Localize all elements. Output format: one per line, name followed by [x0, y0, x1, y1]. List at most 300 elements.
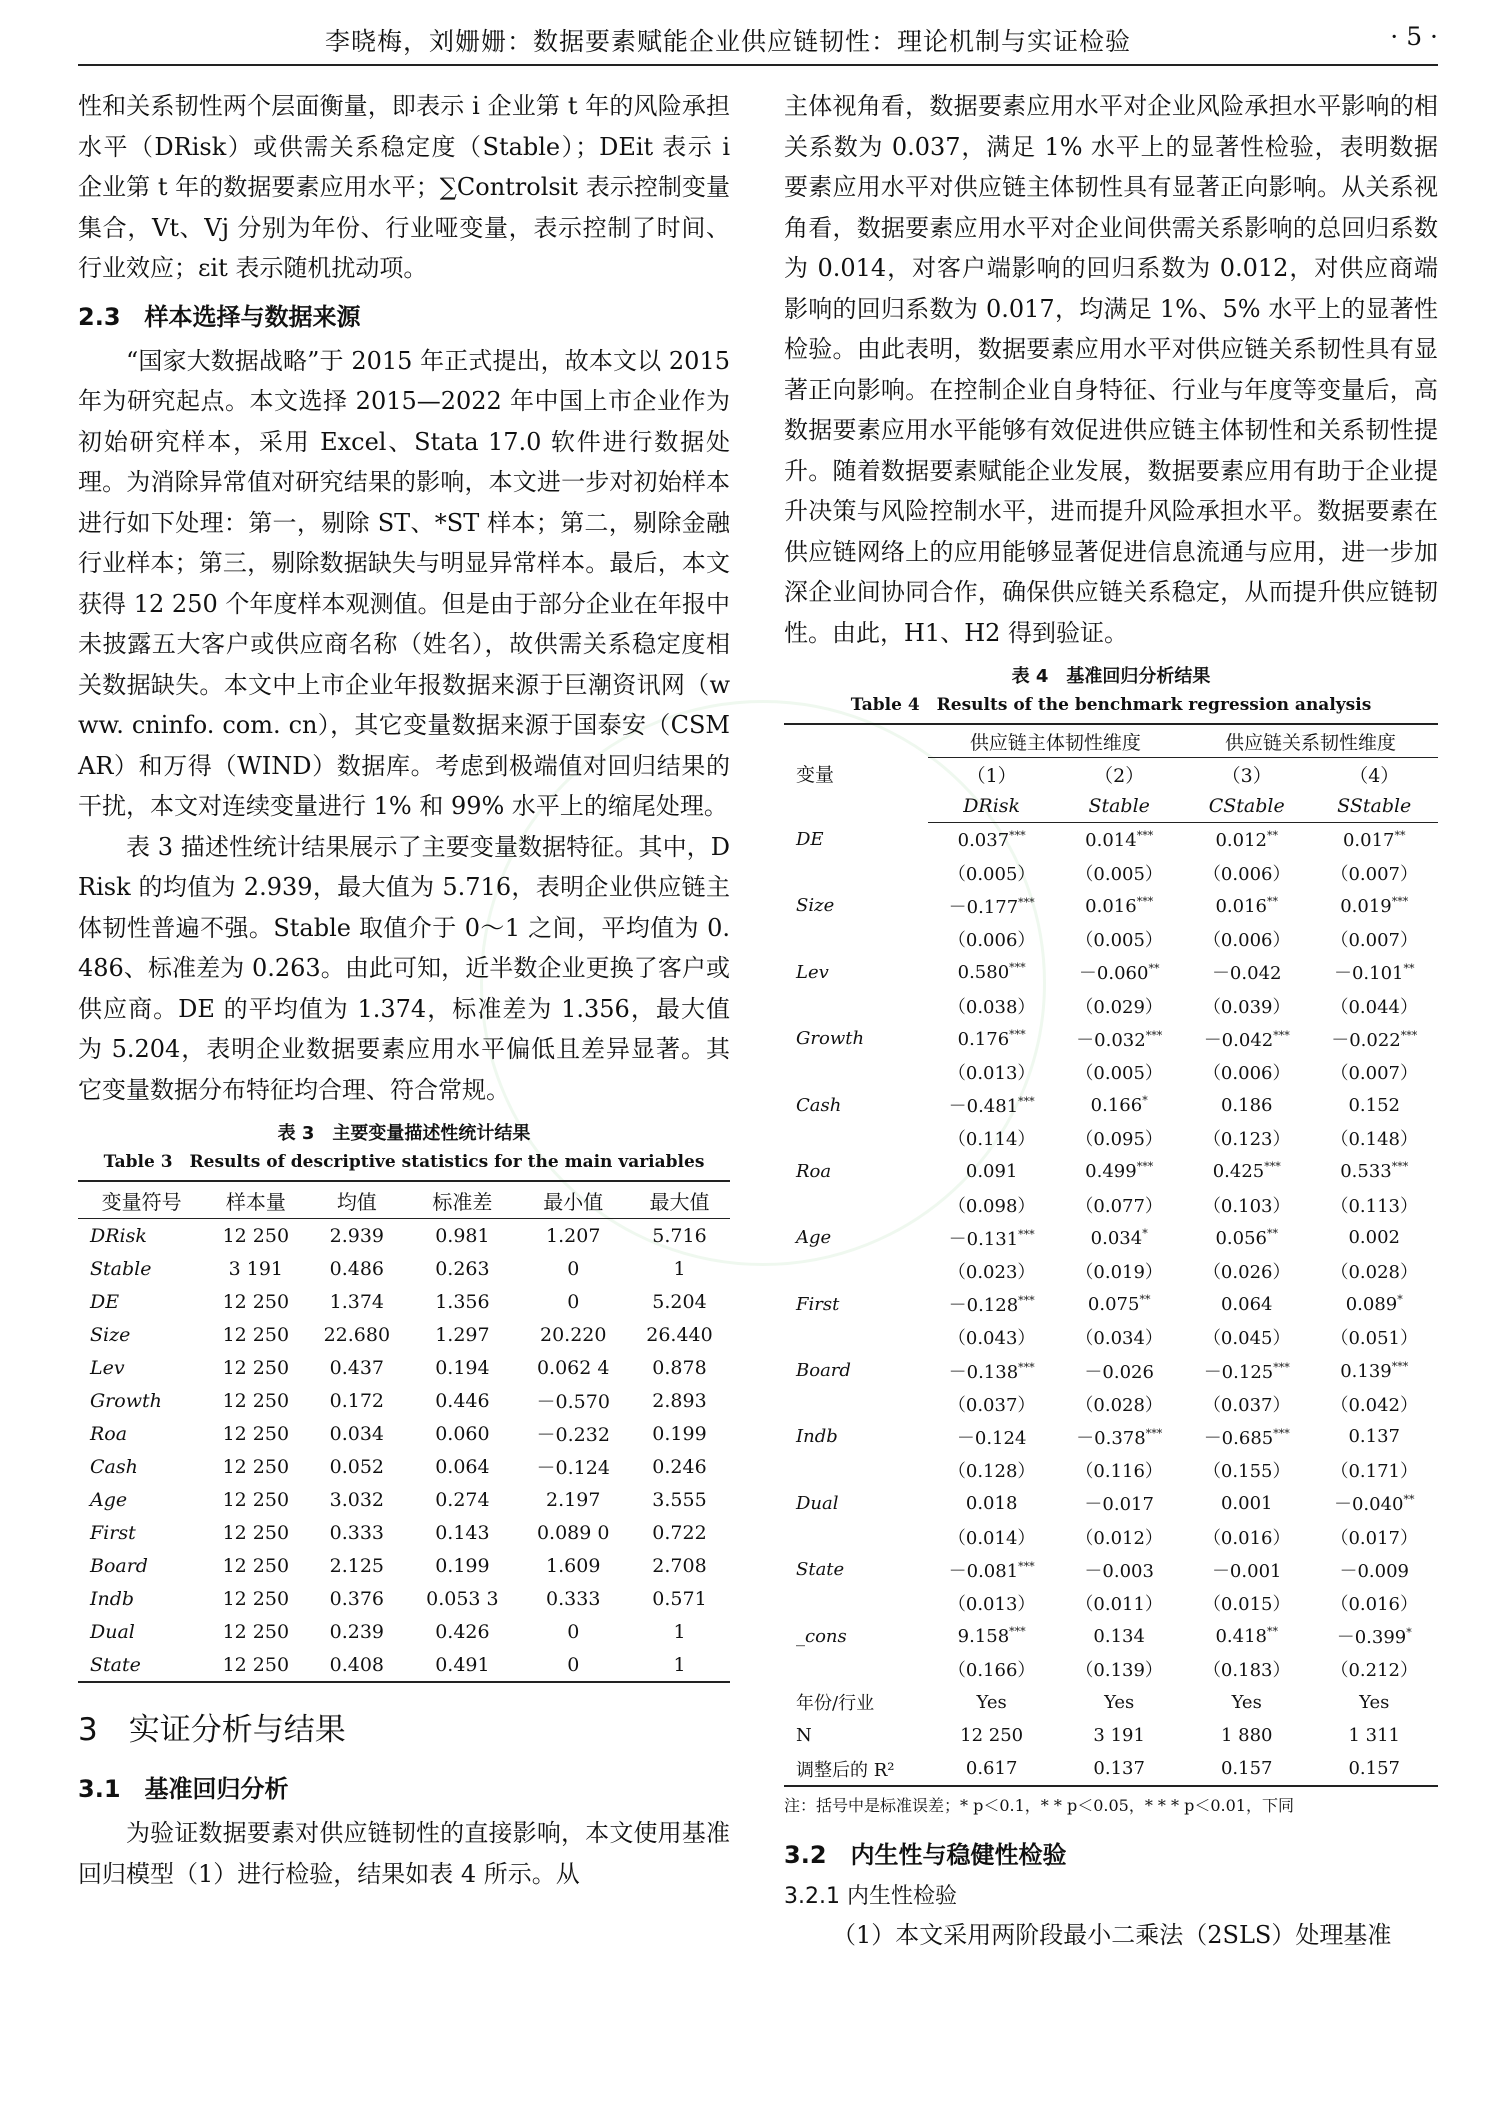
- se-cell: （0.016）: [1202, 1527, 1291, 1549]
- stat-cell: 2.893: [652, 1389, 707, 1412]
- table4-body: [784, 823, 1438, 1787]
- coef-cell: [1310, 1487, 1438, 1520]
- running-title: 李晓梅，刘姗姗：数据要素赋能企业供应链韧性：理论机制与实证检验: [324, 27, 1131, 56]
- stat-cell: 0.060: [435, 1422, 490, 1445]
- paragraph-benchmark-results: 主体视角看，数据要素应用水平对企业风险承担水平影响的相关系数为 0.037，满足 1% 水平上的显著性检验，表明数据要素应用水平对供应链主体韧性具有显著正向影响。从关系视角看，数据要素应用水平对企业间供需关系影响的总回归系数为 0.014，对客户端影响的回归系数为 0.012，对供应商端影响的回归系数为 0.017，均满足 1%、5% 水平上的显著性检验。由此表明，数据要素应用水平对供应链关系韧性具有显著正向影响。在控制企业自身特征、行业与年度等变量后，高数据要素应用水平能够有效促进供应链主体韧性和关系韧性提升。随着数据要素赋能企业发展，数据要素应用有助于企业提升决策与风险控制水平，进而提升风险承担水平。数据要素在供应链网络上的应用能够显著促进信息流通与应用，进一步加深企业间协同合作，确保供应链关系稳定，从而提升供应链韧性。由此，H1、H2 得到验证。: [784, 92, 1438, 647]
- se-cell: （0.011）: [1075, 1593, 1163, 1615]
- coef-cell: [928, 1089, 1056, 1122]
- coef-cell: [928, 1553, 1056, 1586]
- footer-value: 0.137: [1093, 1758, 1145, 1780]
- variable-name: Roa: [90, 1422, 128, 1445]
- variable-name: Growth: [90, 1389, 162, 1412]
- coef-value: －0.040: [1333, 1494, 1404, 1516]
- table3-body: [78, 1219, 730, 1683]
- coef-value: －0.378: [1076, 1427, 1146, 1449]
- stat-cell: 0.571: [652, 1587, 707, 1610]
- se-cell: （0.166）: [947, 1660, 1036, 1682]
- page-number: · 5 ·: [1390, 22, 1438, 51]
- se-cell: （0.019）: [1075, 1262, 1163, 1284]
- table3-header-cell: 变量符号: [78, 1181, 205, 1219]
- coef-value: －0.131: [948, 1228, 1019, 1250]
- coef-value: 0.533: [1340, 1161, 1392, 1183]
- coef-value: 0.012: [1215, 829, 1267, 851]
- stat-cell: 0: [567, 1290, 580, 1313]
- variable-name: Roa: [796, 1160, 832, 1182]
- table-row-footer: [784, 1686, 1438, 1719]
- se-cell: （0.005）: [1075, 863, 1163, 885]
- se-cell: （0.007）: [1330, 863, 1418, 885]
- paragraph-descriptive-stats: 表 3 描述性统计结果展示了主要变量数据特征。其中，DRisk 的均值为 2.939，最大值为 5.716，表明企业供应链主体韧性普遍不强。Stable 取值介于 0～1 之间，平均值为 0.486、标准差为 0.263。由此可知，近半数企业更换了客户或供应商。DE 的平均值为 1.374，标准差为 1.356，最大值为 5.204，表明企业数据要素应用水平偏低且差异显著。其它变量数据分布特征均合理、符合常规。: [78, 832, 730, 1104]
- stat-cell: 12 250: [222, 1587, 290, 1610]
- coef-cell: [1183, 1487, 1311, 1520]
- stat-cell: 12 250: [222, 1323, 290, 1346]
- se-cell: （0.114）: [947, 1129, 1036, 1151]
- table4: [784, 723, 1438, 1787]
- variable-name: Lev: [796, 961, 829, 983]
- stat-cell: 3.555: [652, 1488, 707, 1511]
- table-row-coef: [784, 956, 1438, 989]
- se-cell: （0.045）: [1202, 1328, 1291, 1350]
- significance-stars: **: [1139, 1293, 1151, 1307]
- variable-name: Stable: [90, 1257, 152, 1280]
- stat-cell: 3.032: [329, 1488, 385, 1511]
- coef-cell: [928, 889, 1056, 922]
- table-row-coef: [784, 1487, 1438, 1520]
- table4-group-entity: 供应链主体韧性维度: [928, 724, 1183, 758]
- table-row-footer: [784, 1719, 1438, 1752]
- table-row: [78, 1285, 730, 1318]
- stat-cell: 1.297: [435, 1323, 490, 1346]
- significance-stars: ***: [1145, 1028, 1163, 1042]
- significance-stars: ***: [1400, 1028, 1418, 1042]
- stat-cell: 0.446: [435, 1389, 490, 1412]
- footer-value: Yes: [1359, 1691, 1390, 1713]
- stat-cell: 0.062 4: [536, 1356, 610, 1379]
- se-cell: （0.028）: [1330, 1262, 1418, 1284]
- significance-stars: ***: [1018, 1294, 1035, 1308]
- se-cell: （0.212）: [1330, 1660, 1418, 1682]
- coef-value: －0.177: [948, 896, 1019, 918]
- variable-name: Size: [796, 895, 835, 917]
- left-column: [78, 86, 730, 1894]
- coef-value: 0.499: [1085, 1161, 1137, 1183]
- coef-value: 0.019: [1340, 895, 1392, 917]
- stat-cell: 0.437: [329, 1356, 385, 1379]
- table-row: [78, 1417, 730, 1450]
- coef-cell: [1055, 1553, 1183, 1586]
- coef-cell: [1055, 1620, 1183, 1653]
- significance-stars: **: [1266, 828, 1278, 842]
- variable-name: Lev: [90, 1356, 125, 1379]
- se-cell: （0.006）: [1202, 930, 1291, 952]
- coef-value: －0.399: [1336, 1627, 1407, 1649]
- stat-cell: 0.408: [329, 1653, 385, 1676]
- coef-cell: [1310, 1620, 1438, 1653]
- table3: [78, 1180, 730, 1683]
- coef-value: 0.134: [1093, 1625, 1145, 1647]
- significance-stars: ***: [1136, 1160, 1154, 1174]
- table3-header-row: [78, 1181, 730, 1219]
- heading-section-3: 3 实证分析与结果: [78, 1712, 346, 1748]
- stat-cell: 0.722: [652, 1521, 707, 1544]
- significance-stars: ***: [1009, 1027, 1026, 1041]
- variable-name: State: [90, 1653, 141, 1676]
- stat-cell: －0.570: [536, 1391, 610, 1413]
- stat-cell: 12 250: [222, 1224, 290, 1247]
- table3-caption-cn: 表 3 主要变量描述性统计结果: [277, 1123, 531, 1144]
- significance-stars: ***: [1018, 1360, 1035, 1374]
- stat-cell: 1.374: [329, 1290, 385, 1313]
- coef-value: 0.017: [1342, 829, 1395, 851]
- stat-cell: 12 250: [222, 1422, 290, 1445]
- stat-cell: 1.207: [546, 1224, 601, 1247]
- stat-cell: 1: [673, 1257, 686, 1280]
- stat-cell: 2.939: [329, 1224, 385, 1247]
- stat-cell: 0.053 3: [426, 1587, 499, 1610]
- stat-cell: －0.124: [536, 1457, 610, 1479]
- significance-stars: *: [1142, 1094, 1148, 1108]
- footer-label: 年份/行业: [796, 1693, 875, 1715]
- se-cell: （0.007）: [1330, 930, 1418, 952]
- running-header: [78, 14, 1438, 66]
- table3-header-cell: 标准差: [407, 1181, 517, 1219]
- se-cell: （0.028）: [1075, 1394, 1163, 1416]
- stat-cell: 0.034: [329, 1422, 385, 1445]
- se-cell: （0.023）: [947, 1262, 1036, 1284]
- stat-cell: 0.052: [329, 1455, 385, 1478]
- variable-name: Board: [90, 1554, 148, 1577]
- table4-colname: Stable: [1055, 790, 1183, 823]
- table3-header-cell: 样本量: [205, 1181, 306, 1219]
- table4-caption-cn: 表 4 基准回归分析结果: [1011, 666, 1211, 687]
- stat-cell: 0.333: [546, 1587, 601, 1610]
- heading-3-1: 3.1 基准回归分析: [78, 1775, 289, 1803]
- se-cell: （0.103）: [1202, 1195, 1291, 1217]
- coef-cell: [1310, 1553, 1438, 1586]
- variable-name: State: [796, 1559, 845, 1581]
- se-cell: （0.183）: [1202, 1660, 1291, 1682]
- footer-value: 12 250: [960, 1725, 1024, 1747]
- stat-cell: 0: [567, 1653, 580, 1676]
- se-cell: （0.014）: [947, 1527, 1036, 1549]
- se-cell: （0.077）: [1075, 1195, 1163, 1217]
- table-row-coef: [784, 1288, 1438, 1321]
- coef-value: －0.001: [1211, 1560, 1282, 1582]
- coef-value: －0.685: [1203, 1427, 1274, 1449]
- table4-colnum: （4）: [1349, 764, 1400, 787]
- coef-cell: [1055, 1221, 1183, 1254]
- variable-name: Indb: [90, 1587, 135, 1610]
- se-cell: （0.116）: [1075, 1461, 1163, 1483]
- significance-stars: ***: [1018, 1095, 1035, 1109]
- coef-value: －0.003: [1084, 1560, 1154, 1582]
- coef-cell: [1183, 1620, 1311, 1653]
- paragraph-2sls: （1）本文采用两阶段最小二乘法（2SLS）处理基准: [832, 1921, 1392, 1950]
- coef-cell: [1055, 1155, 1183, 1188]
- coef-cell: [1310, 956, 1438, 989]
- coef-value: －0.125: [1203, 1361, 1274, 1383]
- coef-value: －0.138: [948, 1361, 1019, 1383]
- stat-cell: 12 250: [222, 1389, 290, 1412]
- se-cell: （0.007）: [1330, 1062, 1418, 1084]
- variable-name: Board: [796, 1360, 851, 1381]
- se-cell: （0.042）: [1330, 1394, 1418, 1416]
- table-row-coef: [784, 889, 1438, 922]
- stat-cell: 12 250: [222, 1455, 290, 1478]
- coef-value: 0.056: [1215, 1227, 1267, 1249]
- stat-cell: 12 250: [222, 1620, 290, 1643]
- coef-value: 0.016: [1215, 895, 1267, 917]
- coef-value: 0.091: [965, 1160, 1018, 1182]
- coef-value: －0.042: [1211, 963, 1282, 985]
- stat-cell: 0.333: [329, 1521, 385, 1544]
- se-cell: （0.098）: [947, 1195, 1036, 1217]
- coef-value: 0.018: [965, 1492, 1018, 1514]
- table-row: [78, 1252, 730, 1285]
- significance-stars: ***: [1136, 828, 1154, 842]
- coef-cell: [1183, 823, 1311, 857]
- significance-stars: ***: [1136, 894, 1154, 908]
- coef-cell: [1183, 889, 1311, 922]
- se-cell: （0.095）: [1075, 1129, 1163, 1151]
- table4-colname: SStable: [1310, 790, 1438, 823]
- variable-name: Age: [90, 1488, 128, 1511]
- significance-stars: **: [1266, 1625, 1278, 1639]
- se-cell: （0.128）: [947, 1461, 1036, 1483]
- footer-value: 1 880: [1220, 1725, 1273, 1747]
- stat-cell: 0.239: [329, 1620, 385, 1643]
- coef-cell: [1310, 1288, 1438, 1321]
- variable-name: Cash: [796, 1094, 842, 1116]
- paragraph-sample-selection: “国家大数据战略”于 2015 年正式提出，故本文以 2015 年为研究起点。本文选择 2015—2022 年中国上市企业作为初始研究样本，采用 Excel、Stata 17.0 软件进行数据处理。为消除异常值对研究结果的影响，本文进一步对初始样本进行如下处理：第一，剔除 ST、*ST 样本；第二，剔除金融行业样本；第三，剔除数据缺失与明显异常样本。最后，本文获得 12 250 个年度样本观测值。但是由于部分企业在年报中未披露五大客户或供应商名称（姓名），故供需关系稳定度相关数据缺失。本文中上市企业年报数据来源于巨潮资讯网（www. cninfo. com. cn），其它变量数据来源于国泰安（CSMAR）和万得（WIND）数据库。考虑到极端值对回归结果的干扰，本文对连续变量进行 1% 和 99% 水平上的缩尾处理。: [78, 346, 730, 820]
- coef-cell: [928, 823, 1056, 857]
- table3-header-cell: 均值: [306, 1181, 407, 1219]
- coef-cell: [1055, 1288, 1183, 1321]
- variable-name: Size: [90, 1323, 131, 1346]
- stat-cell: 0: [567, 1620, 580, 1643]
- significance-stars: ***: [1018, 1227, 1035, 1241]
- coef-value: －0.060: [1078, 963, 1149, 985]
- footer-value: 0.157: [1220, 1758, 1273, 1780]
- se-cell: （0.015）: [1202, 1593, 1291, 1615]
- stat-cell: 2.197: [546, 1488, 601, 1511]
- significance-stars: ***: [1264, 1160, 1281, 1174]
- stat-cell: 0.878: [652, 1356, 707, 1379]
- stat-cell: 12 250: [222, 1653, 290, 1676]
- coef-cell: [928, 1620, 1056, 1653]
- stat-cell: 0.426: [435, 1620, 490, 1643]
- table3-caption-en: Table 3 Results of descriptive statistics for the main variables: [103, 1152, 705, 1172]
- coef-value: 0.176: [957, 1028, 1010, 1050]
- variable-name: Dual: [796, 1492, 839, 1514]
- coef-value: －0.022: [1331, 1029, 1401, 1051]
- coef-cell: [928, 956, 1056, 989]
- se-cell: （0.012）: [1075, 1527, 1163, 1549]
- se-cell: （0.029）: [1075, 996, 1163, 1018]
- footer-value: 1 311: [1348, 1725, 1400, 1747]
- table4-note: 注：括号中是标准误差；* p＜0.1，* * p＜0.05，* * * p＜0.01，下同: [784, 1796, 1294, 1816]
- stat-cell: 0.246: [652, 1455, 707, 1478]
- se-cell: （0.155）: [1202, 1461, 1291, 1483]
- table-row-coef: [784, 1089, 1438, 1122]
- stat-cell: 0.143: [435, 1521, 490, 1544]
- table3-header-cell: 最大值: [629, 1181, 730, 1219]
- variable-name: _cons: [796, 1625, 847, 1647]
- coef-value: 0.139: [1340, 1360, 1392, 1382]
- coef-value: －0.032: [1076, 1029, 1146, 1051]
- coef-cell: [1183, 1221, 1311, 1254]
- footer-value: 0.157: [1348, 1758, 1400, 1780]
- se-cell: （0.006）: [1202, 863, 1291, 885]
- se-cell: （0.171）: [1330, 1461, 1418, 1483]
- coef-value: 9.158: [957, 1626, 1010, 1648]
- significance-stars: **: [1403, 962, 1415, 976]
- stat-cell: 0.089 0: [536, 1521, 610, 1544]
- se-cell: （0.139）: [1075, 1660, 1163, 1682]
- stat-cell: 0.194: [435, 1356, 490, 1379]
- coef-value: 0.064: [1220, 1293, 1273, 1315]
- se-cell: （0.039）: [1202, 996, 1291, 1018]
- se-cell: （0.005）: [1075, 930, 1163, 952]
- footer-value: Yes: [1104, 1691, 1135, 1713]
- coef-value: －0.042: [1203, 1029, 1274, 1051]
- coef-cell: [928, 1487, 1056, 1520]
- footer-value: Yes: [1231, 1691, 1262, 1713]
- table-row: [78, 1351, 730, 1384]
- table4-colname: CStable: [1183, 790, 1311, 823]
- table-row: [78, 1219, 730, 1253]
- significance-stars: **: [1394, 828, 1406, 842]
- coef-cell: [928, 1022, 1056, 1055]
- stat-cell: 0.274: [435, 1488, 490, 1511]
- stat-cell: 0.376: [329, 1587, 385, 1610]
- coef-value: 0.580: [957, 962, 1010, 984]
- coef-value: 0.418: [1215, 1626, 1267, 1648]
- table-row-coef: [784, 1420, 1438, 1453]
- coef-cell: [1310, 823, 1438, 857]
- coef-value: 0.425: [1212, 1161, 1265, 1183]
- se-cell: （0.006）: [1202, 1062, 1291, 1084]
- coef-cell: [1055, 956, 1183, 989]
- table4-colnum: （2）: [1094, 764, 1145, 787]
- stat-cell: 0.263: [435, 1257, 490, 1280]
- stat-cell: 0.199: [435, 1554, 490, 1577]
- coef-value: 0.014: [1085, 829, 1137, 851]
- se-cell: （0.113）: [1330, 1195, 1418, 1217]
- se-cell: （0.043）: [947, 1328, 1036, 1350]
- stat-cell: 12 250: [222, 1488, 290, 1511]
- se-cell: （0.016）: [1330, 1593, 1418, 1615]
- coef-value: 0.152: [1348, 1094, 1400, 1116]
- significance-stars: **: [1266, 894, 1278, 908]
- variable-name: DE: [90, 1290, 120, 1313]
- se-cell: （0.013）: [947, 1593, 1036, 1615]
- stat-cell: 12 250: [222, 1554, 290, 1577]
- heading-3-2: 3.2 内生性与稳健性检验: [784, 1841, 1067, 1870]
- table-row-coef: [784, 1620, 1438, 1653]
- variable-name: Indb: [796, 1426, 838, 1448]
- coef-value: 0.075: [1087, 1294, 1140, 1316]
- significance-stars: **: [1148, 962, 1160, 976]
- stat-cell: 1: [673, 1653, 686, 1676]
- significance-stars: ***: [1018, 895, 1035, 909]
- significance-stars: *: [1406, 1626, 1412, 1640]
- table-row: [78, 1516, 730, 1549]
- stat-cell: 0: [567, 1257, 580, 1280]
- table-row-coef: [784, 1553, 1438, 1586]
- variable-name: DRisk: [90, 1224, 147, 1247]
- table-row: [78, 1318, 730, 1351]
- stat-cell: 5.716: [652, 1224, 707, 1247]
- right-column: [784, 86, 1438, 1956]
- coef-cell: [1055, 823, 1183, 857]
- coef-cell: [1310, 889, 1438, 922]
- stat-cell: －0.232: [536, 1424, 610, 1446]
- table-row-coef: [784, 1155, 1438, 1188]
- table-row: [78, 1549, 730, 1582]
- table-row-footer: [784, 1752, 1438, 1786]
- coef-cell: [1310, 1420, 1438, 1453]
- se-cell: （0.038）: [947, 996, 1036, 1018]
- se-cell: （0.148）: [1330, 1129, 1418, 1151]
- stat-cell: 22.680: [323, 1323, 391, 1346]
- coef-cell: [1310, 1155, 1438, 1188]
- table4-caption-en: Table 4 Results of the benchmark regression analysis: [850, 695, 1372, 715]
- coef-cell: [1055, 1022, 1183, 1055]
- variable-name: DE: [796, 828, 824, 850]
- se-cell: （0.044）: [1330, 996, 1418, 1018]
- table4-colnum: （3）: [1221, 764, 1272, 787]
- coef-cell: [928, 1221, 1056, 1254]
- significance-stars: ***: [1018, 1559, 1035, 1573]
- se-cell: （0.017）: [1330, 1527, 1418, 1549]
- stat-cell: 0.981: [435, 1224, 490, 1247]
- significance-stars: ***: [1391, 1160, 1409, 1174]
- coef-cell: [1183, 1420, 1311, 1453]
- stat-cell: 1.609: [546, 1554, 601, 1577]
- coef-value: －0.481: [948, 1096, 1019, 1118]
- table4-var-header: 变量: [796, 764, 835, 787]
- coef-cell: [1183, 1089, 1311, 1122]
- se-cell: （0.006）: [947, 930, 1036, 952]
- footer-value: Yes: [976, 1691, 1007, 1713]
- stat-cell: 0.172: [329, 1389, 385, 1412]
- table-row-coef: [784, 1221, 1438, 1254]
- table-row: [78, 1483, 730, 1516]
- se-cell: （0.037）: [1202, 1394, 1291, 1416]
- variable-name: First: [90, 1521, 136, 1544]
- coef-value: －0.081: [948, 1560, 1019, 1582]
- significance-stars: **: [1403, 1493, 1415, 1507]
- coef-cell: [1183, 956, 1311, 989]
- coef-value: 0.037: [957, 829, 1010, 851]
- significance-stars: ***: [1273, 1426, 1290, 1440]
- coef-value: 0.186: [1220, 1094, 1273, 1116]
- stat-cell: 0.064: [435, 1455, 490, 1478]
- coef-cell: [1183, 1155, 1311, 1188]
- stat-cell: 1.356: [435, 1290, 490, 1313]
- stat-cell: 2.708: [652, 1554, 707, 1577]
- table-row: [78, 1615, 730, 1648]
- coef-value: 0.166: [1090, 1095, 1143, 1117]
- table-row-coef: [784, 1022, 1438, 1055]
- variable-name: Dual: [90, 1620, 135, 1643]
- coef-value: 0.016: [1085, 895, 1137, 917]
- coef-value: 0.089: [1345, 1294, 1398, 1316]
- stat-cell: 1: [673, 1620, 686, 1643]
- se-cell: （0.026）: [1202, 1262, 1291, 1284]
- coef-cell: [928, 1288, 1056, 1321]
